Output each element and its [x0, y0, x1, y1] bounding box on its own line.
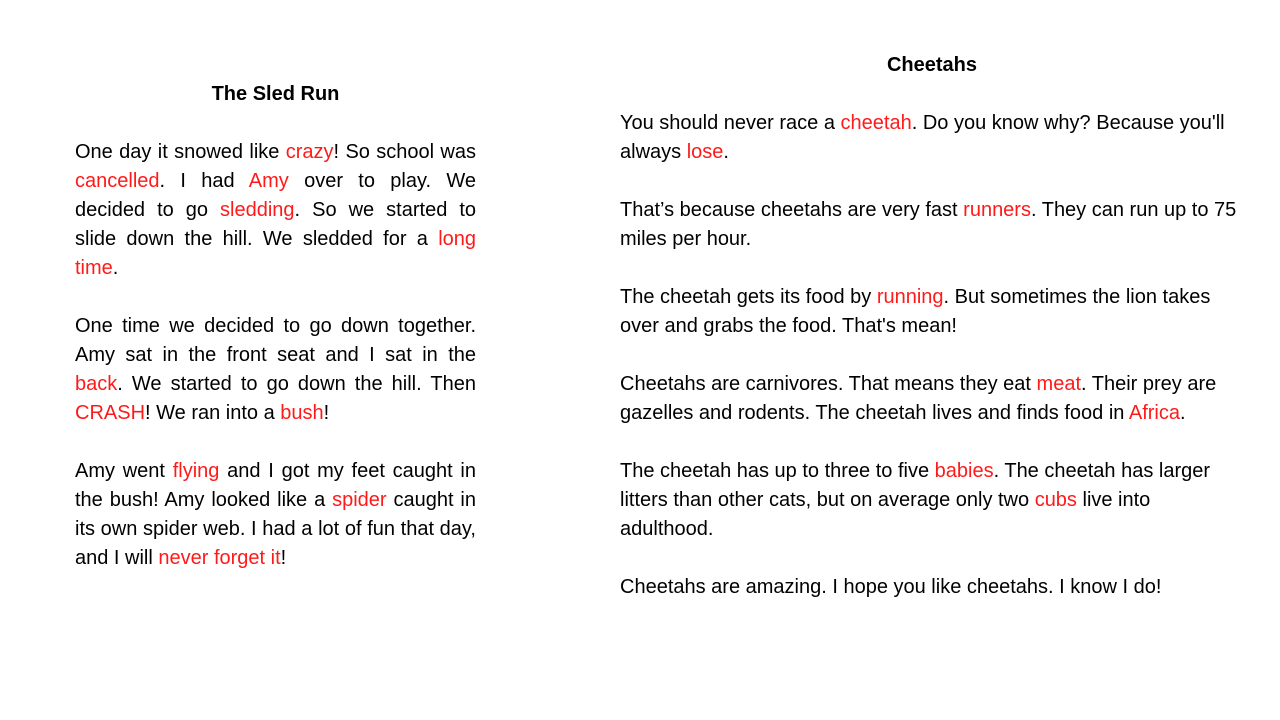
- paragraph-text: live into adulthood.: [620, 489, 1151, 540]
- paragraph-text: . They can run up to 75 miles per hour.: [620, 199, 1237, 250]
- paragraph-text: .: [723, 141, 729, 163]
- paragraph-text: . We started to go down the hill. Then: [117, 373, 476, 395]
- highlighted-word: running: [876, 286, 944, 308]
- paragraph-text: . Their prey are gazelles and rodents. The cheetah lives and finds food in: [620, 373, 1217, 424]
- paragraph-text: You should never race a: [620, 112, 841, 134]
- paragraph-text: One day it snowed like: [75, 141, 286, 163]
- story-paragraph: [620, 457, 1244, 544]
- paragraph-text: over to play. We decided to go: [75, 170, 476, 221]
- highlighted-word: sledding: [220, 199, 295, 221]
- paragraph-text: !: [323, 402, 330, 424]
- paragraph-text: That’s because cheetahs are very fast: [620, 199, 964, 221]
- paragraph-text: .: [1180, 402, 1186, 424]
- paragraph-text: Cheetahs are amazing. I hope you like cheetahs. I know I do!: [620, 576, 1162, 598]
- paragraph-text: and I got my feet caught in the bush! Amy looked like a: [75, 460, 476, 511]
- highlighted-word: flying: [172, 460, 220, 482]
- story-body: [75, 138, 476, 573]
- story-title: The Sled Run: [211, 83, 340, 105]
- story-paragraph: [620, 109, 1244, 167]
- paragraph-text: caught in its own spider web. I had a lot of fun that day, and I will: [75, 489, 476, 569]
- story-sled-run: [75, 80, 476, 602]
- highlighted-word: babies: [934, 460, 994, 482]
- paragraph-text: .: [112, 257, 119, 279]
- story-paragraph: [75, 312, 476, 428]
- paragraph-text: . The cheetah has larger litters than other cats, but on average only two: [620, 460, 1211, 511]
- highlighted-word: lose: [686, 141, 724, 163]
- story-paragraph: [75, 457, 476, 573]
- paragraph-text: !: [280, 547, 287, 569]
- paragraph-text: . Do you know why? Because you'll always: [620, 112, 1225, 163]
- highlighted-word: CRASH: [75, 402, 146, 424]
- highlighted-word: meat: [1036, 373, 1081, 395]
- highlighted-word: long time: [75, 228, 476, 279]
- highlighted-word: Amy: [248, 170, 289, 192]
- story-paragraph: [620, 283, 1244, 341]
- story-paragraph: [75, 138, 476, 283]
- story-paragraph: [620, 573, 1244, 602]
- story-paragraph: [620, 370, 1244, 428]
- paragraph-text: . So we started to slide down the hill. We sledded for a: [75, 199, 477, 250]
- highlighted-word: back: [75, 373, 118, 395]
- highlighted-word: spider: [332, 489, 387, 511]
- paragraph-text: . I had: [159, 170, 249, 192]
- story-cheetahs: [620, 51, 1244, 631]
- story-body: [620, 109, 1244, 602]
- paragraph-text: Amy went: [75, 460, 173, 482]
- highlighted-word: Africa: [1128, 402, 1180, 424]
- paragraph-text: ! We ran into a: [145, 402, 281, 424]
- paragraph-text: The cheetah gets its food by: [620, 286, 877, 308]
- paragraph-text: ! So school was: [333, 141, 476, 163]
- highlighted-word: never forget it: [158, 547, 281, 569]
- paragraph-text: . But sometimes the lion takes over and grabs the food. That's mean!: [620, 286, 1211, 337]
- paragraph-text: The cheetah has up to three to five: [620, 460, 935, 482]
- highlighted-word: cheetah: [840, 112, 912, 134]
- highlighted-word: cancelled: [75, 170, 160, 192]
- paragraph-text: One time we decided to go down together. Amy sat in the front seat and I sat in the: [75, 315, 476, 366]
- highlighted-word: runners: [963, 199, 1031, 221]
- highlighted-word: cubs: [1034, 489, 1077, 511]
- highlighted-word: bush: [280, 402, 324, 424]
- story-paragraph: [620, 196, 1244, 254]
- highlighted-word: crazy: [285, 141, 334, 163]
- paragraph-text: Cheetahs are carnivores. That means they eat: [620, 373, 1037, 395]
- story-title: Cheetahs: [886, 54, 978, 76]
